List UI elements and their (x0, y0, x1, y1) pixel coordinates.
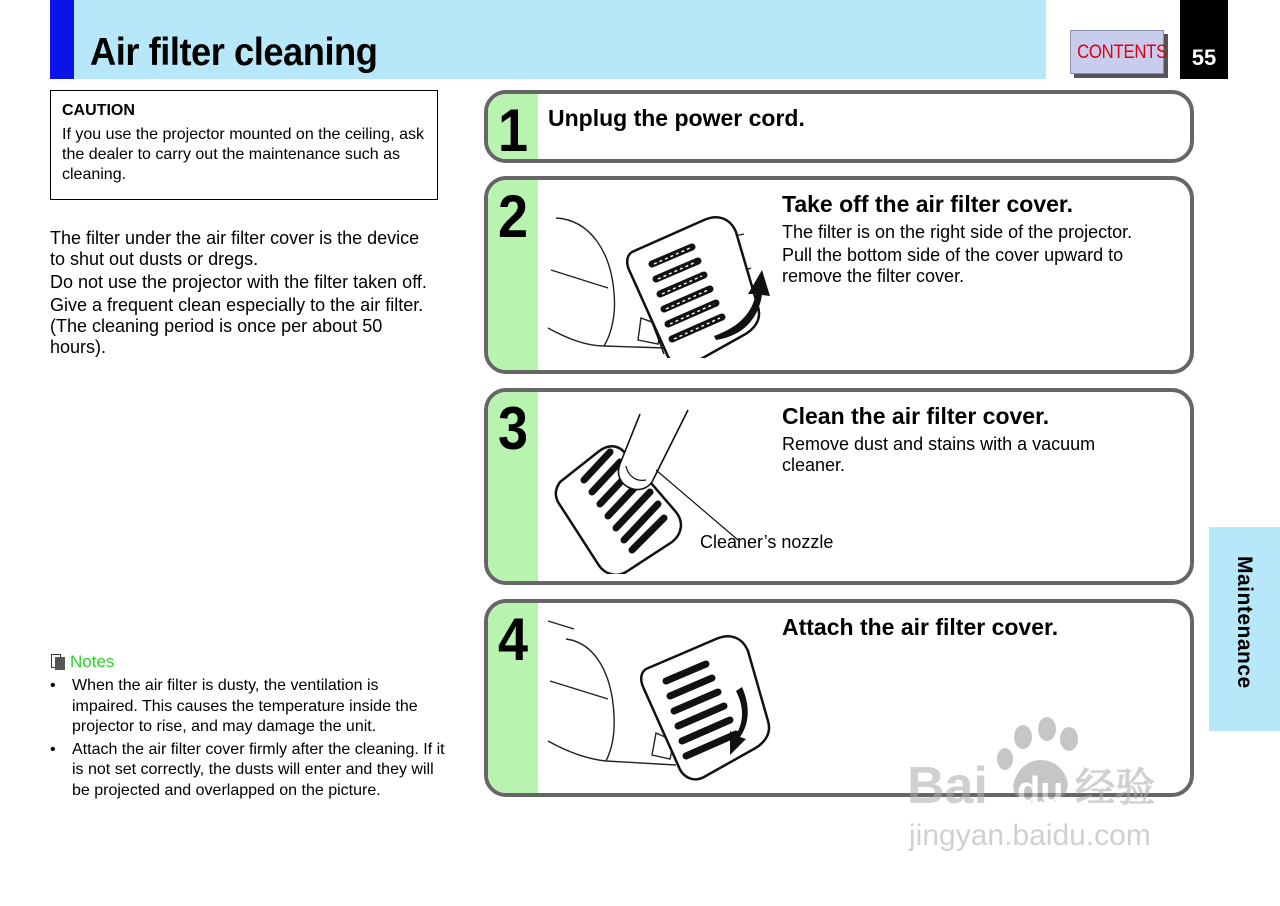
watermark-jingyan: 经验 (1075, 765, 1155, 811)
step-number: 4 (498, 606, 529, 673)
baidu-watermark (905, 715, 1205, 865)
step-description (782, 434, 1162, 478)
step-description-line: The filter is on the right side of the projector. (782, 222, 1133, 242)
step-number: 1 (498, 97, 529, 163)
intro-paragraph: The filter under the air filter cover is the device to shut out dusts or dregs. (50, 228, 420, 269)
list-item: • Attach the air filter cover firmly after the cleaning. If it is not set correctly, the dusts will enter and they will be projected and overlapped on the picture. (50, 740, 445, 802)
step-number: 2 (498, 183, 529, 250)
caution-text: If you use the projector mounted on the ceiling, ask the dealer to carry out the maintenance such as cleaning. (62, 126, 424, 183)
list-item: • When the air filter is dusty, the ventilation is impaired. This causes the temperature inside the projector to rise, and may damage the unit. (50, 676, 445, 738)
step-title: Clean the air filter cover. (782, 403, 1050, 429)
step-description-line: Remove dust and stains with a vacuum cleaner. (782, 434, 1096, 475)
intro-paragraph: Give a frequent clean especially to the air filter. (The cleaning period is once per about 50 hours). (50, 295, 424, 357)
step-description-line: Pull the bottom side of the cover upward to remove the filter cover. (782, 245, 1124, 286)
contents-button[interactable] (1070, 30, 1167, 74)
step-number: 3 (498, 395, 529, 462)
watermark-du: du (1017, 770, 1064, 812)
remove-filter-cover-illustration (546, 198, 776, 358)
step-2-box (484, 176, 1194, 374)
notes-list (50, 676, 445, 803)
watermark-bai: Bai (907, 757, 988, 815)
page-title: Air filter cleaning (90, 31, 378, 74)
step-1-box (484, 90, 1194, 163)
notes-heading (50, 652, 114, 672)
header-accent-bar (50, 0, 74, 79)
step-description (782, 222, 1182, 289)
step-title: Attach the air filter cover. (782, 614, 1059, 640)
intro-paragraph: Do not use the projector with the filter taken off. (50, 272, 427, 292)
contents-button-label: CONTENTS (1077, 42, 1167, 63)
page-number: 55 (1180, 0, 1228, 79)
notes-heading-label: Notes (70, 652, 115, 671)
section-tab-label: Maintenance (1233, 556, 1256, 689)
attach-filter-cover-illustration (546, 615, 786, 785)
nozzle-callout: Cleaner’s nozzle (700, 532, 834, 552)
notes-icon (50, 654, 66, 670)
intro-text (50, 228, 435, 360)
step-title: Unplug the power cord. (548, 105, 805, 131)
step-3-box (484, 388, 1194, 585)
step-title: Take off the air filter cover. (782, 191, 1074, 217)
caution-heading: CAUTION (62, 102, 135, 119)
watermark-url: jingyan.baidu.com (909, 819, 1151, 852)
caution-box (50, 90, 438, 200)
